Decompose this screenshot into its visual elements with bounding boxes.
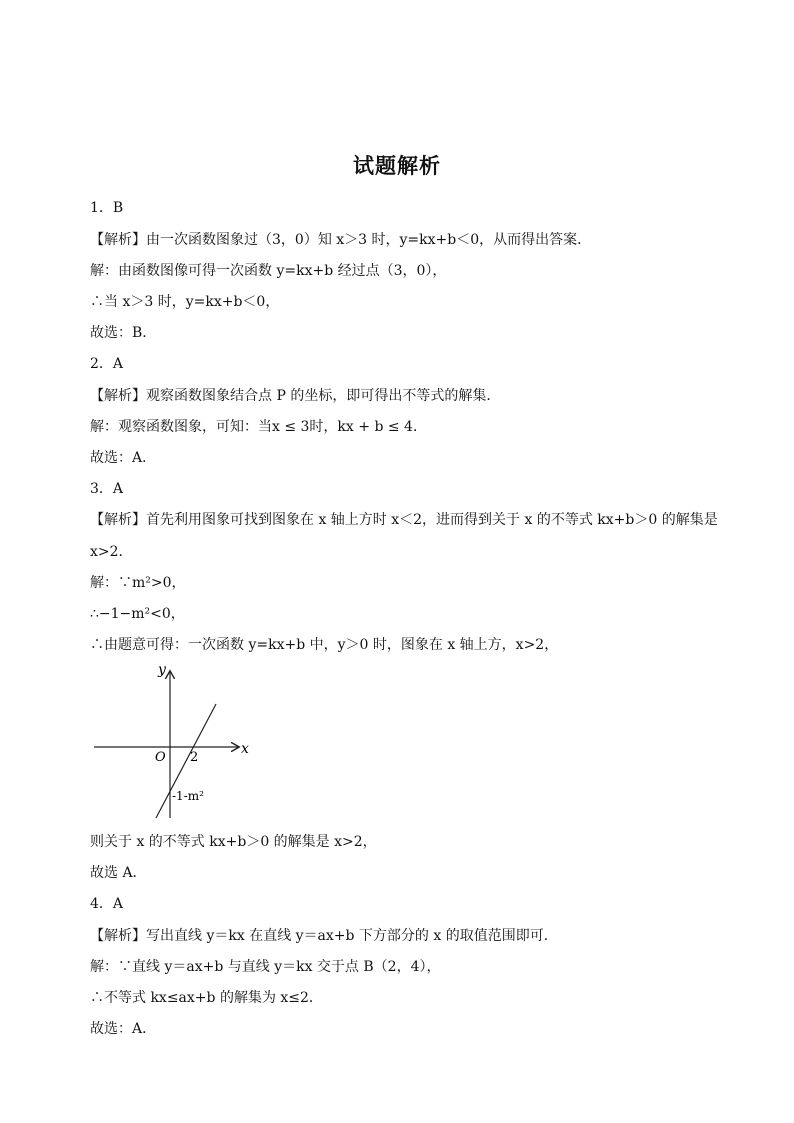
choice-3: 故选 A．: [90, 865, 147, 881]
solution-3-step1: ∴−1−m²<0，: [90, 606, 185, 622]
function-graph: [86, 660, 266, 822]
conclusion-3: 则关于 x 的不等式 kx+b＞0 的解集是 x>2，: [90, 834, 377, 850]
solution-3-step2: ∴由题意可得：一次函数 y=kx+b 中，y＞0 时，图象在 x 轴上方，x>2，: [90, 637, 559, 653]
analysis-2: 【解析】观察函数图象结合点 P 的坐标，即可得出不等式的解集．: [90, 388, 501, 404]
analysis-3: 【解析】首先利用图象可找到图象在 x 轴上方时 x＜2，进而得到关于 x 的不等式 kx+b＞0 的解集是: [90, 512, 718, 528]
page-title: 试题解析: [353, 154, 441, 178]
y-axis-label: y: [158, 662, 166, 678]
solution-3: 解：∵m²>0，: [90, 575, 186, 591]
solution-2: 解：观察函数图象，可知：当x ≤ 3时，kx + b ≤ 4．: [90, 419, 427, 435]
analysis-1: 【解析】由一次函数图象过（3，0）知 x＞3 时，y=kx+b＜0，从而得出答案．: [90, 232, 592, 248]
choice-2: 故选：A．: [90, 450, 157, 466]
x-intercept-label: 2: [190, 750, 199, 765]
answer-3: 3．A: [90, 481, 124, 497]
choice-1: 故选：B．: [90, 325, 157, 341]
answer-1: 1．B: [90, 200, 124, 216]
solution-1-step: ∴当 x＞3 时，y=kx+b＜0，: [90, 294, 280, 310]
analysis-3-cont: x>2．: [90, 544, 133, 560]
x-axis-label: x: [241, 741, 249, 757]
solution-4-step: ∴不等式 kx≤ax+b 的解集为 x≤2．: [90, 990, 323, 1006]
solution-1: 解：由函数图像可得一次函数 y=kx+b 经过点（3，0），: [90, 263, 447, 279]
answer-2: 2．A: [90, 356, 124, 372]
answer-4: 4．A: [90, 896, 124, 912]
origin-label: O: [155, 750, 166, 765]
y-intercept-label: -1-m²: [172, 789, 204, 803]
solution-4: 解：∵直线 y＝ax+b 与直线 y＝kx 交于点 B（2，4），: [90, 959, 441, 975]
analysis-4: 【解析】写出直线 y＝kx 在直线 y＝ax+b 下方部分的 x 的取值范围即可．: [90, 928, 558, 944]
choice-4: 故选：A．: [90, 1021, 157, 1037]
